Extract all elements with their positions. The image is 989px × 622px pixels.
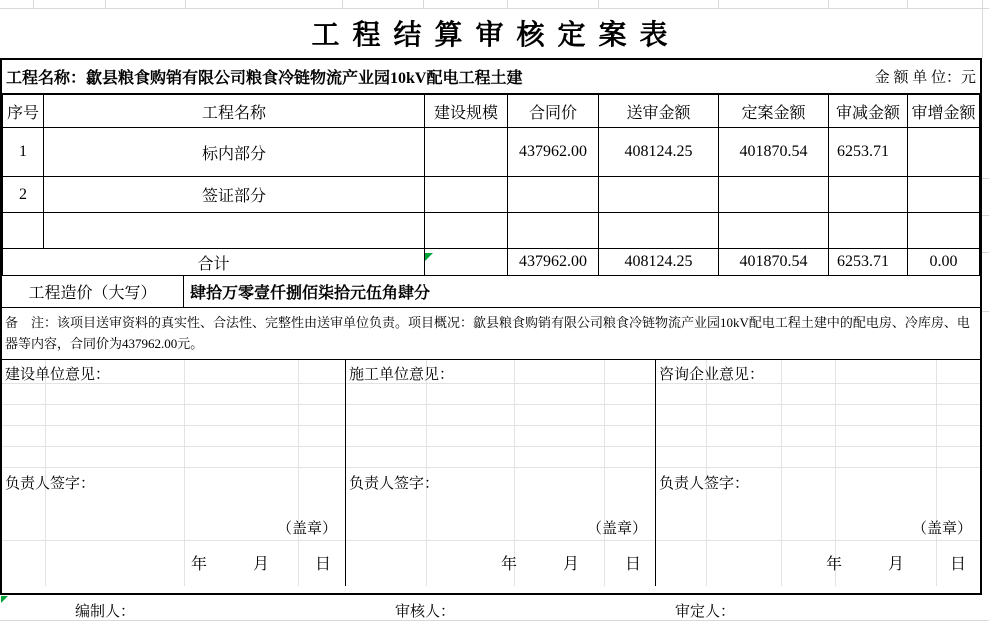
cell-seq: 2 <box>3 177 44 213</box>
opinion-section-consultant <box>655 360 980 586</box>
cost-in-words-row <box>2 276 980 308</box>
date-year: 年 <box>825 556 842 573</box>
form-body <box>0 58 982 595</box>
col-header-name: 工程名称 <box>44 95 425 128</box>
project-name <box>6 65 522 88</box>
cell-submitted <box>599 177 719 213</box>
reviewer-label: 审核人： <box>395 604 456 620</box>
col-header-contract: 合同价 <box>508 95 599 128</box>
amount-unit-note: 金 额 单 位：元 <box>874 70 976 86</box>
sign-label: 负责人签字： <box>5 476 96 492</box>
cell-name: 标内部分 <box>44 128 425 177</box>
col-header-increased: 审增金额 <box>908 95 980 128</box>
cell-scale <box>425 213 508 249</box>
date-line <box>346 551 655 574</box>
gridline <box>982 311 989 312</box>
remarks-cell: 备 注：该项目送审资料的真实性、合法性、完整性由送审单位负责。项目概况：歙县粮食购销有限公司粮食冷链物流产业园10kV配电工程土建中的配电房、冷库房、电器等内容，合同价为437962.00元。 <box>2 308 980 360</box>
date-day: 日 <box>314 556 331 573</box>
cell-finalized <box>719 177 829 213</box>
cell-contract: 437962.00 <box>508 128 599 177</box>
total-submitted: 408124.25 <box>599 249 719 276</box>
cell-reduced <box>829 213 908 249</box>
gridline <box>185 0 186 8</box>
date-month: 月 <box>252 556 269 573</box>
cell-seq <box>3 213 44 249</box>
table-total-row <box>3 249 980 276</box>
table-row <box>3 128 980 177</box>
opinion-label: 咨询企业意见： <box>659 367 765 383</box>
cell-name <box>44 213 425 249</box>
gridline <box>423 0 424 8</box>
settlement-table <box>2 94 980 276</box>
cell-increased <box>908 128 980 177</box>
gridline <box>982 252 989 253</box>
sign-label: 负责人签字： <box>659 476 750 492</box>
form-title: 工 程 结 算 审 核 定 案 表 <box>311 20 671 51</box>
opinion-label: 建设单位意见： <box>5 367 111 383</box>
cell-finalized: 401870.54 <box>719 128 829 177</box>
opinion-label: 施工单位意见： <box>349 367 455 383</box>
col-header-finalized: 定案金额 <box>719 95 829 128</box>
total-scale <box>425 249 508 276</box>
approver-label: 审定人： <box>675 604 736 620</box>
cell-reduced: 6253.71 <box>829 128 908 177</box>
cell-name: 签证部分 <box>44 177 425 213</box>
gridline <box>598 0 599 8</box>
preparer-label: 编制人： <box>75 604 136 620</box>
cost-in-words-label: 工程造价（大写） <box>2 276 184 307</box>
gridline <box>342 0 343 8</box>
gridline <box>718 0 719 8</box>
opinion-section-construction <box>2 360 345 586</box>
total-contract: 437962.00 <box>508 249 599 276</box>
date-month: 月 <box>887 556 904 573</box>
col-header-reduced: 审减金额 <box>829 95 908 128</box>
opinion-sections <box>2 360 980 586</box>
cell-error-marker-icon <box>1 596 8 603</box>
gridline <box>0 8 989 9</box>
total-reduced: 6253.71 <box>829 249 908 276</box>
date-month: 月 <box>562 556 579 573</box>
table-header-row <box>3 95 980 128</box>
total-finalized: 401870.54 <box>719 249 829 276</box>
cell-scale <box>425 177 508 213</box>
gridline <box>33 0 34 8</box>
cell-scale <box>425 128 508 177</box>
total-label: 合计 <box>3 249 425 276</box>
cell-submitted <box>599 213 719 249</box>
date-line <box>2 551 345 574</box>
gridline <box>105 0 106 8</box>
cell-increased <box>908 213 980 249</box>
gridline <box>982 215 989 216</box>
date-day: 日 <box>949 556 966 573</box>
gridline <box>982 178 989 179</box>
cell-increased <box>908 177 980 213</box>
col-header-seq: 序号 <box>3 95 44 128</box>
gridline <box>982 0 983 58</box>
col-header-submitted: 送审金额 <box>599 95 719 128</box>
project-name-label: 工程名称： <box>6 70 87 87</box>
date-year: 年 <box>190 556 207 573</box>
cost-in-words-value: 肆拾万零壹仟捌佰柒拾元伍角肆分 <box>190 285 431 302</box>
table-row <box>3 177 980 213</box>
cell-contract <box>508 177 599 213</box>
total-increased: 0.00 <box>908 249 980 276</box>
cell-error-marker-icon <box>425 253 433 261</box>
col-header-scale: 建设规模 <box>425 95 508 128</box>
gridline <box>907 0 908 8</box>
seal-label: （盖章） <box>276 521 337 537</box>
cell-contract <box>508 213 599 249</box>
gridline <box>507 0 508 8</box>
cell-seq: 1 <box>3 128 44 177</box>
project-name-row <box>2 60 980 94</box>
seal-label: （盖章） <box>911 521 972 537</box>
seal-label: （盖章） <box>586 521 647 537</box>
date-line <box>656 551 980 574</box>
cell-finalized <box>719 213 829 249</box>
date-day: 日 <box>624 556 641 573</box>
opinion-section-contractor <box>345 360 655 586</box>
gridline <box>0 620 989 621</box>
table-row <box>3 213 980 249</box>
gridline <box>828 0 829 8</box>
cell-reduced <box>829 177 908 213</box>
project-name-value: 歙县粮食购销有限公司粮食冷链物流产业园10kV配电工程土建 <box>86 70 523 87</box>
date-year: 年 <box>500 556 517 573</box>
cell-submitted: 408124.25 <box>599 128 719 177</box>
sign-label: 负责人签字： <box>349 476 440 492</box>
